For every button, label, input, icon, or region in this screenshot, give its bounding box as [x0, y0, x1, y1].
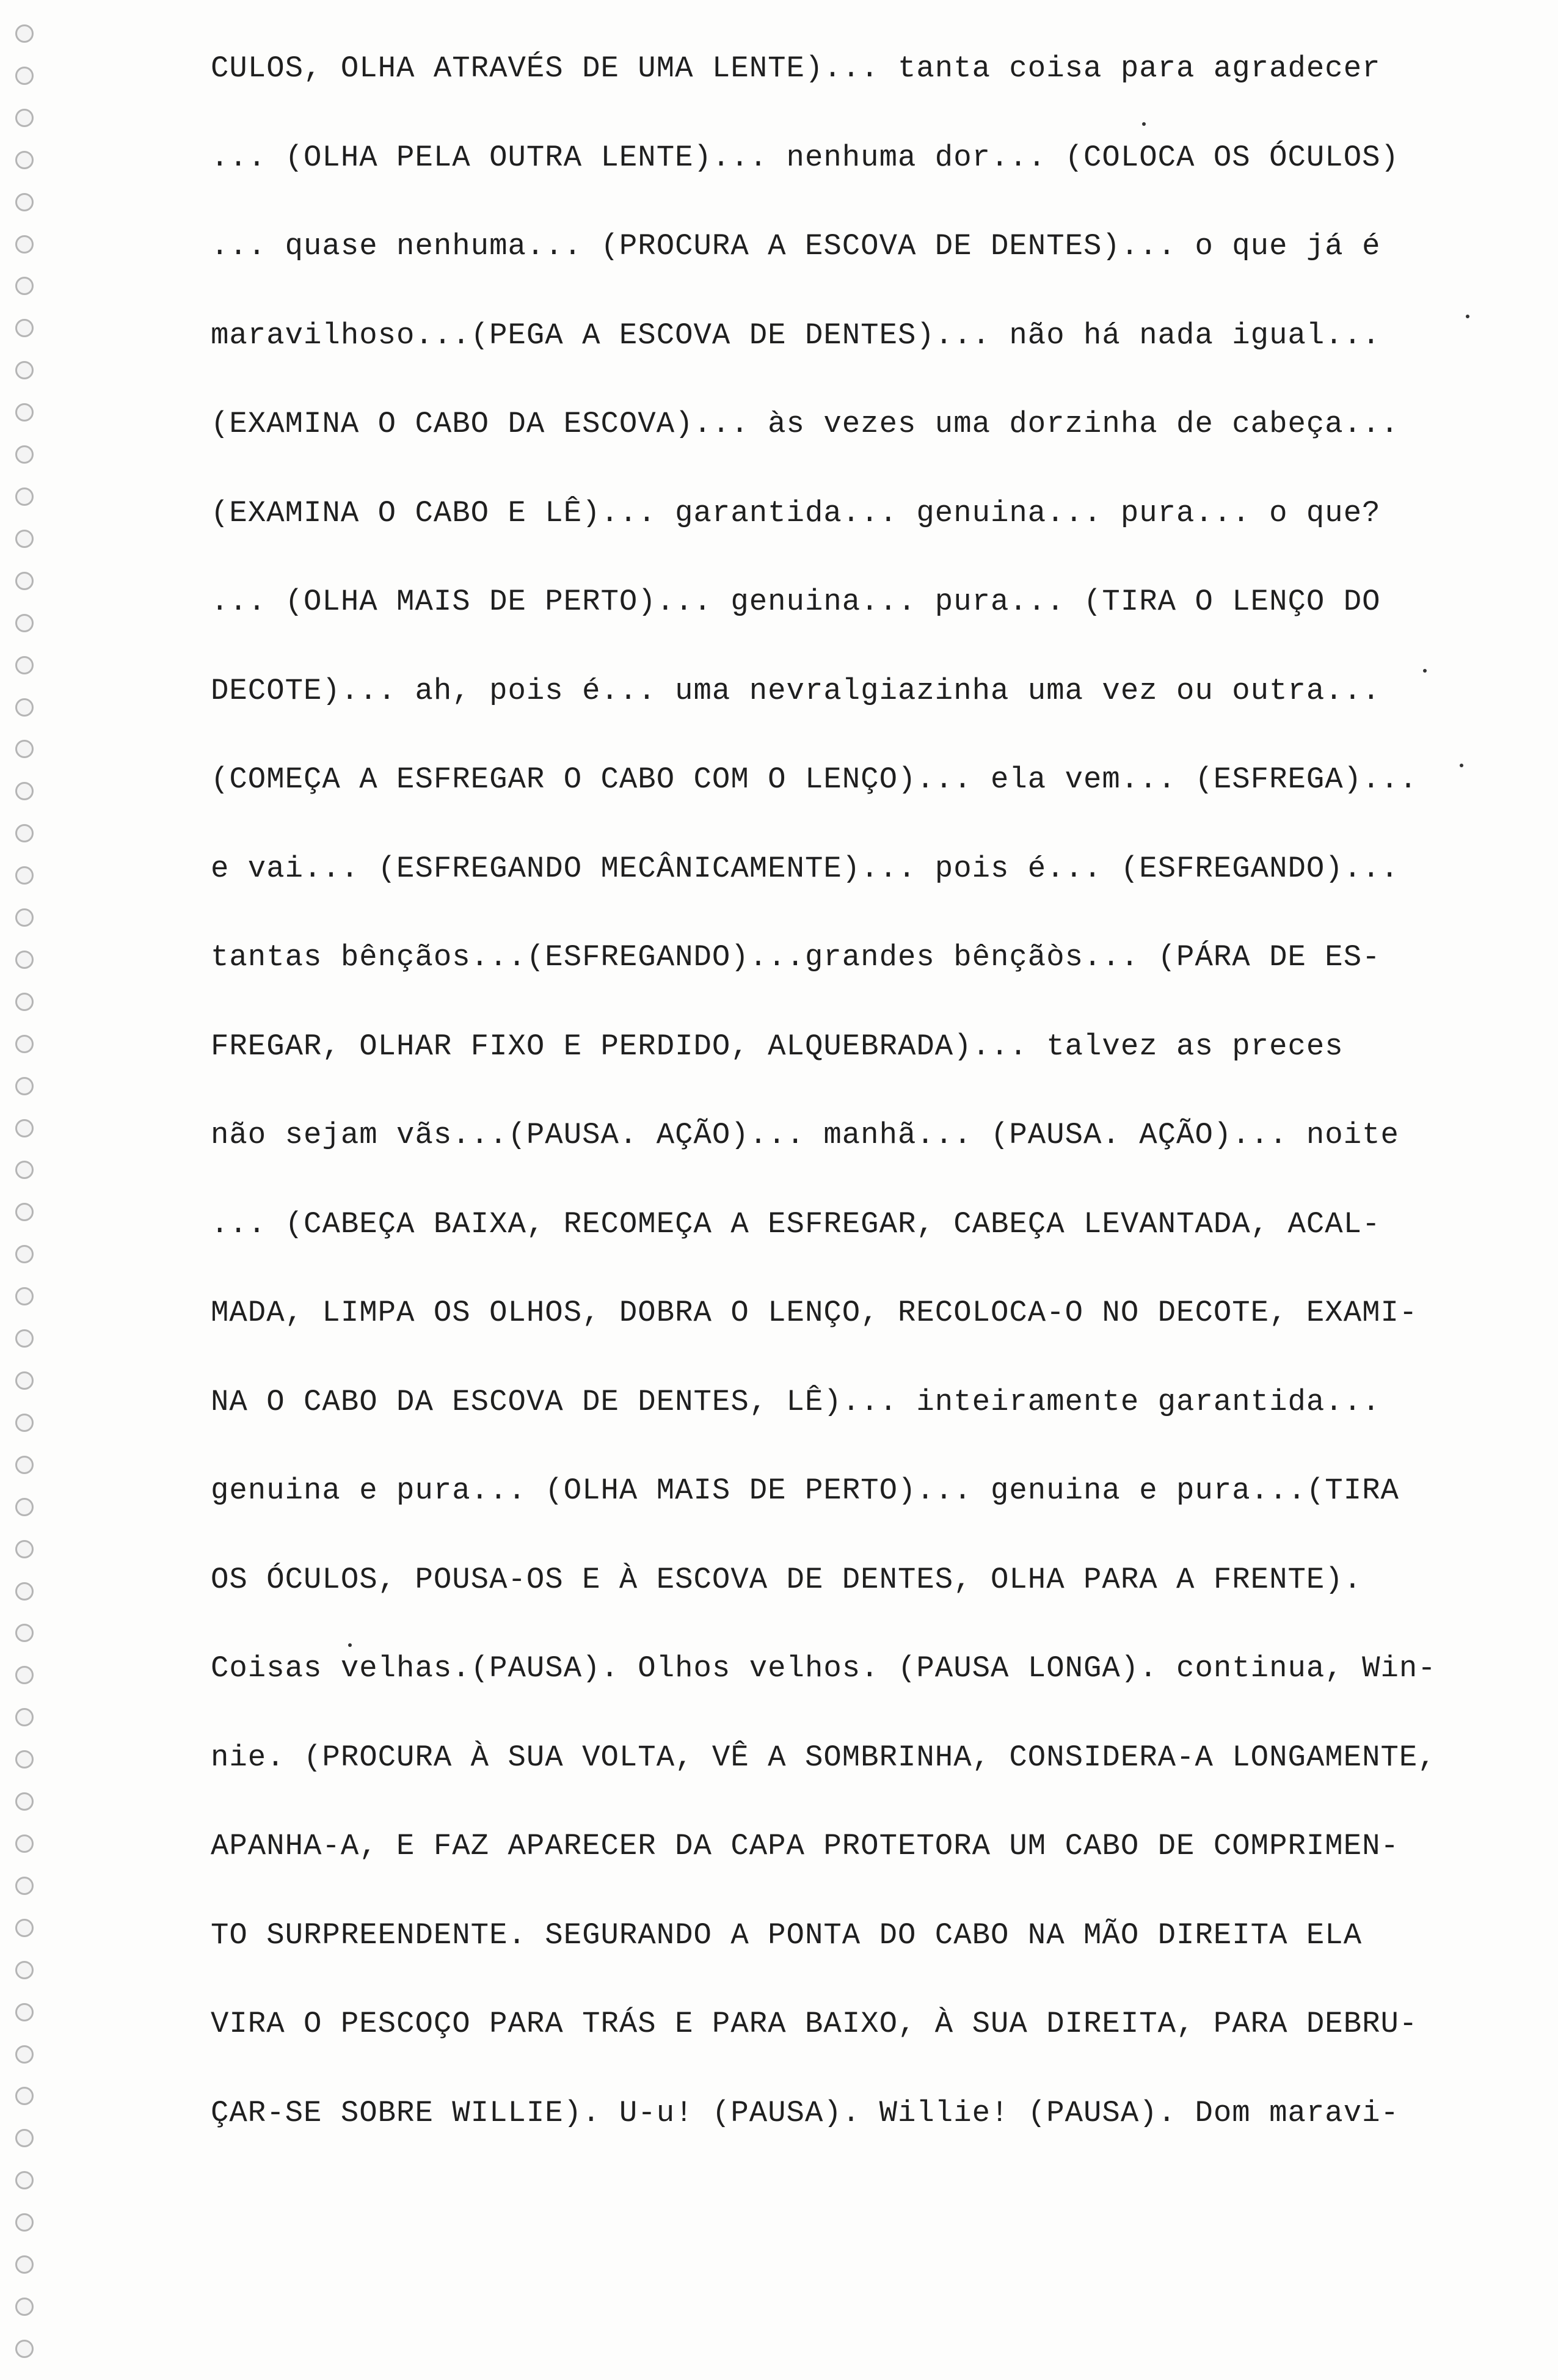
- binder-hole: [15, 487, 34, 506]
- text-line: MADA, LIMPA OS OLHOS, DOBRA O LENÇO, RECOLOCA-O NO DECOTE, EXAMI-: [211, 1296, 1418, 1330]
- binder-hole: [15, 235, 34, 254]
- binder-hole: [15, 1666, 34, 1684]
- binder-holes: [6, 24, 43, 2358]
- binder-hole: [15, 1119, 34, 1137]
- stray-ink-dot: [1466, 315, 1469, 318]
- text-line: CULOS, OLHA ATRAVÉS DE UMA LENTE)... tanta coisa para agradecer: [211, 51, 1381, 86]
- text-line: Coisas velhas.(PAUSA). Olhos velhos. (PAUSA LONGA). continua, Win-: [211, 1651, 1436, 1685]
- binder-hole: [15, 1792, 34, 1811]
- binder-hole: [15, 614, 34, 632]
- binder-hole: [15, 445, 34, 464]
- binder-hole: [15, 1456, 34, 1474]
- text-line: FREGAR, OLHAR FIXO E PERDIDO, ALQUEBRADA)... talvez as preces: [211, 1029, 1344, 1064]
- binder-hole: [15, 2340, 34, 2358]
- binder-hole: [15, 1750, 34, 1769]
- binder-hole: [15, 1329, 34, 1348]
- text-line: tantas bênçãos...(ESFREGANDO)...grandes bênçãòs... (PÁRA DE ES-: [211, 940, 1381, 974]
- binder-hole: [15, 1203, 34, 1221]
- binder-hole: [15, 1961, 34, 1979]
- binder-hole: [15, 319, 34, 337]
- binder-hole: [15, 361, 34, 379]
- text-line: TO SURPREENDENTE. SEGURANDO A PONTA DO CABO NA MÃO DIREITA ELA: [211, 1918, 1363, 1952]
- binder-hole: [15, 109, 34, 127]
- binder-hole: [15, 2087, 34, 2105]
- binder-hole: [15, 530, 34, 548]
- binder-hole: [15, 866, 34, 885]
- binder-hole: [15, 1540, 34, 1558]
- binder-hole: [15, 2003, 34, 2021]
- binder-hole: [15, 1077, 34, 1095]
- binder-hole: [15, 1919, 34, 1937]
- binder-hole: [15, 740, 34, 758]
- binder-hole: [15, 2213, 34, 2232]
- binder-hole: [15, 151, 34, 169]
- text-line: (EXAMINA O CABO E LÊ)... garantida... genuina... pura... o que?: [211, 495, 1381, 530]
- binder-hole: [15, 656, 34, 674]
- binder-hole: [15, 1245, 34, 1263]
- stray-ink-dot: [348, 1643, 352, 1647]
- binder-hole: [15, 1414, 34, 1432]
- binder-hole: [15, 403, 34, 422]
- stray-ink-dot: [1423, 669, 1427, 673]
- text-line: APANHA-A, E FAZ APARECER DA CAPA PROTETORA UM CABO DE COMPRIMEN-: [211, 1829, 1399, 1863]
- text-line: ... (CABEÇA BAIXA, RECOMEÇA A ESFREGAR, CABEÇA LEVANTADA, ACAL-: [211, 1206, 1381, 1241]
- text-line: ... quase nenhuma... (PROCURA A ESCOVA DE DENTES)... o que já é: [211, 229, 1381, 263]
- binder-hole: [15, 1287, 34, 1305]
- binder-hole: [15, 1371, 34, 1390]
- stray-ink-dot: [1142, 122, 1146, 126]
- binder-hole: [15, 572, 34, 590]
- binder-hole: [15, 1582, 34, 1601]
- binder-hole: [15, 1834, 34, 1853]
- binder-hole: [15, 2255, 34, 2274]
- text-line: não sejam vãs...(PAUSA. AÇÃO)... manhã... (PAUSA. AÇÃO)... noite: [211, 1118, 1399, 1152]
- text-line: nie. (PROCURA À SUA VOLTA, VÊ A SOMBRINHA, CONSIDERA-A LONGAMENTE,: [211, 1740, 1436, 1775]
- binder-hole: [15, 2298, 34, 2316]
- text-line: DECOTE)... ah, pois é... uma nevralgiazinha uma vez ou outra...: [211, 673, 1381, 708]
- binder-hole: [15, 698, 34, 717]
- text-line: (COMEÇA A ESFREGAR O CABO COM O LENÇO)... ela vem... (ESFREGA)...: [211, 762, 1418, 797]
- text-line: genuina e pura... (OLHA MAIS DE PERTO)... genuina e pura...(TIRA: [211, 1473, 1399, 1508]
- binder-hole: [15, 1498, 34, 1516]
- binder-hole: [15, 824, 34, 842]
- binder-hole: [15, 1161, 34, 1179]
- text-line: OS ÓCULOS, POUSA-OS E À ESCOVA DE DENTES, OLHA PARA A FRENTE).: [211, 1562, 1363, 1597]
- binder-hole: [15, 2129, 34, 2147]
- binder-hole: [15, 24, 34, 43]
- text-line: ÇAR-SE SOBRE WILLIE). U-u! (PAUSA). Willie! (PAUSA). Dom maravi-: [211, 2095, 1399, 2130]
- binder-hole: [15, 1877, 34, 1895]
- binder-hole: [15, 1708, 34, 1726]
- binder-hole: [15, 277, 34, 295]
- binder-hole: [15, 951, 34, 969]
- binder-hole: [15, 908, 34, 927]
- text-line: ... (OLHA MAIS DE PERTO)... genuina... pura... (TIRA O LENÇO DO: [211, 585, 1381, 619]
- text-line: VIRA O PESCOÇO PARA TRÁS E PARA BAIXO, À SUA DIREITA, PARA DEBRU-: [211, 2007, 1418, 2041]
- binder-hole: [15, 1035, 34, 1053]
- text-line: (EXAMINA O CABO DA ESCOVA)... às vezes uma dorzinha de cabeça...: [211, 407, 1399, 441]
- text-line: e vai... (ESFREGANDO MECÂNICAMENTE)... pois é... (ESFREGANDO)...: [211, 851, 1399, 886]
- binder-hole: [15, 2171, 34, 2189]
- typewritten-text: [211, 24, 1475, 2158]
- binder-hole: [15, 782, 34, 800]
- stray-ink-dot: [1460, 764, 1463, 767]
- binder-hole: [15, 193, 34, 211]
- binder-hole: [15, 993, 34, 1011]
- binder-hole: [15, 1624, 34, 1642]
- binder-hole: [15, 2045, 34, 2064]
- text-line: maravilhoso...(PEGA A ESCOVA DE DENTES)... não há nada igual...: [211, 318, 1381, 352]
- binder-hole: [15, 67, 34, 85]
- text-line: NA O CABO DA ESCOVA DE DENTES, LÊ)... inteiramente garantida...: [211, 1384, 1381, 1419]
- text-line: ... (OLHA PELA OUTRA LENTE)... nenhuma dor... (COLOCA OS ÓCULOS): [211, 140, 1399, 175]
